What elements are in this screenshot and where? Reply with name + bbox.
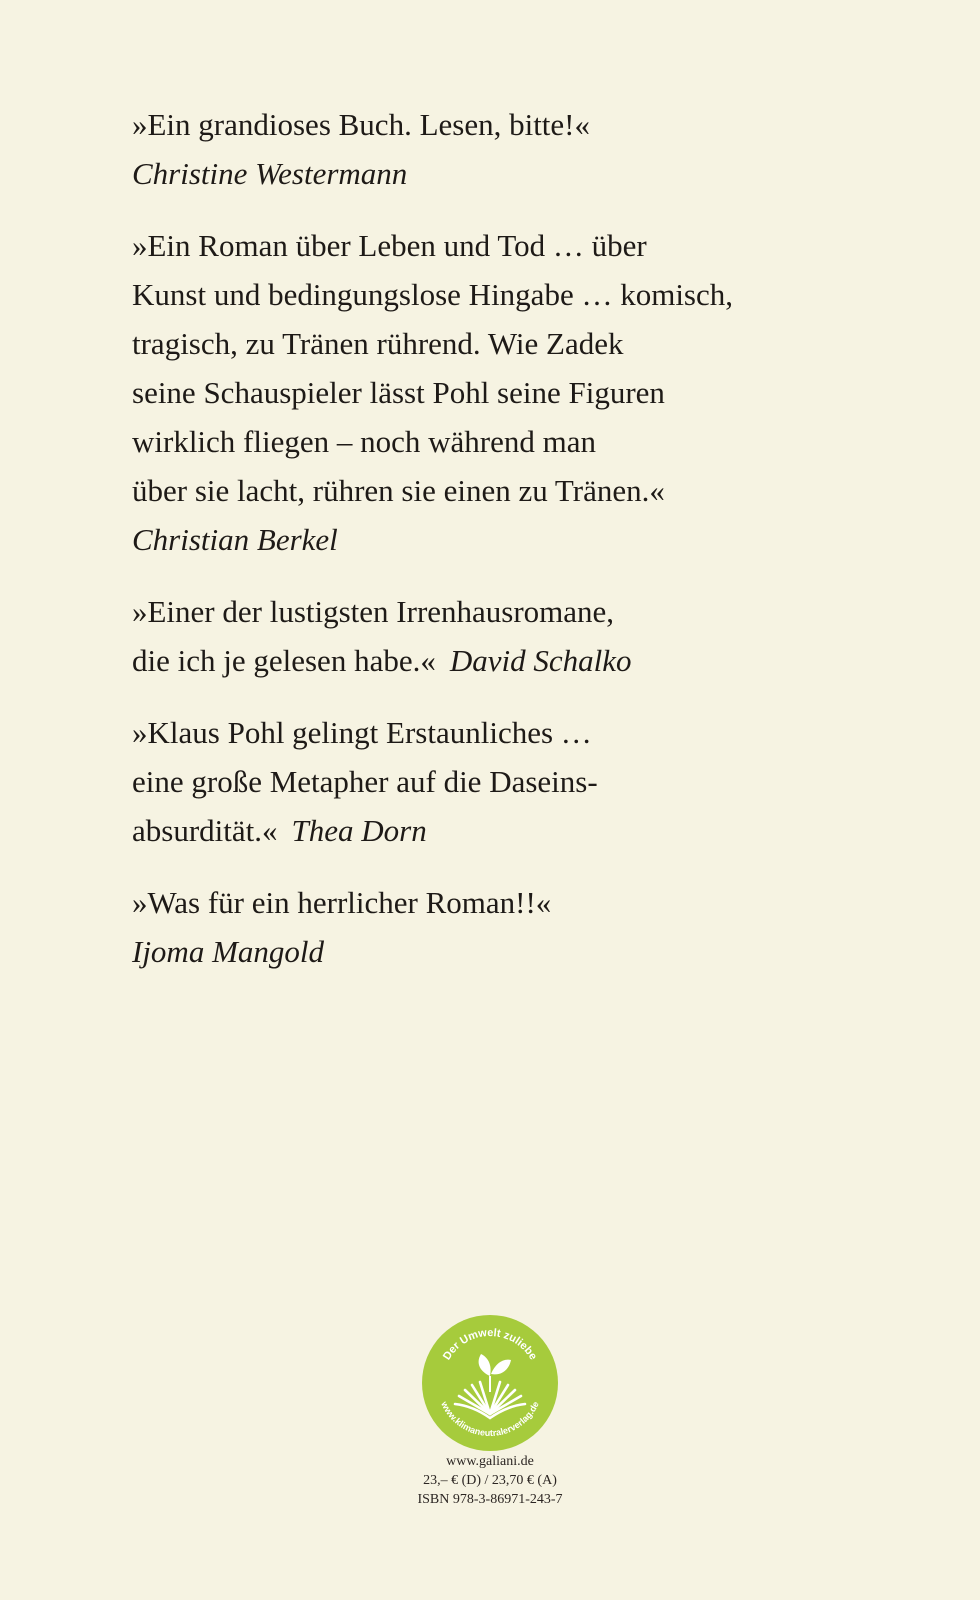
quote-line: eine große Metapher auf die Daseins- [132, 764, 598, 799]
quote-line: die ich je gelesen habe.« [132, 643, 436, 678]
blurb-quote [132, 587, 932, 685]
quote-author: Ijoma Mangold [132, 934, 325, 969]
imprint [0, 1452, 980, 1509]
price-info: 23,– € (D) / 23,70 € (A) [423, 1473, 557, 1488]
quote-line: »Was für ein herrlicher Roman!!« [132, 885, 552, 920]
blurb-quote [132, 221, 932, 564]
blurb-quote [132, 100, 932, 198]
quote-author: David Schalko [449, 643, 632, 678]
badge-top-text: Der Umwelt zuliebe [440, 1326, 540, 1363]
quote-line: seine Schauspieler lässt Pohl seine Figuren [132, 375, 665, 410]
climate-neutral-badge [421, 1314, 559, 1452]
quote-line: über sie lacht, rühren sie einen zu Tränen.« [132, 473, 665, 508]
climate-neutral-badge-graphic [421, 1314, 559, 1452]
quote-line-with-author [132, 806, 932, 855]
publisher-website: www.galiani.de [446, 1454, 534, 1469]
quote-line: »Ein Roman über Leben und Tod … über [132, 228, 647, 263]
quote-author: Christine Westermann [132, 156, 408, 191]
quote-line: »Einer der lustigsten Irrenhausromane, [132, 594, 615, 629]
quote-line: »Ein grandioses Buch. Lesen, bitte!« [132, 107, 591, 142]
quote-line: wirklich fliegen – noch während man [132, 424, 596, 459]
blurb-quote [132, 708, 932, 855]
badge-bottom-text: www.klimaneutralerverlag.de [439, 1399, 541, 1439]
quote-line-with-author [132, 636, 932, 685]
quote-line: Kunst und bedingungslose Hingabe … komisch, [132, 277, 734, 312]
quote-line: »Klaus Pohl gelingt Erstaunliches … [132, 715, 592, 750]
quote-author: Christian Berkel [132, 522, 338, 557]
quote-line: tragisch, zu Tränen rührend. Wie Zadek [132, 326, 624, 361]
blurb-list [132, 100, 932, 999]
quote-line: absurdität.« [132, 813, 278, 848]
isbn: ISBN 978-3-86971-243-7 [417, 1492, 563, 1507]
quote-author: Thea Dorn [291, 813, 427, 848]
blurb-quote [132, 878, 932, 976]
